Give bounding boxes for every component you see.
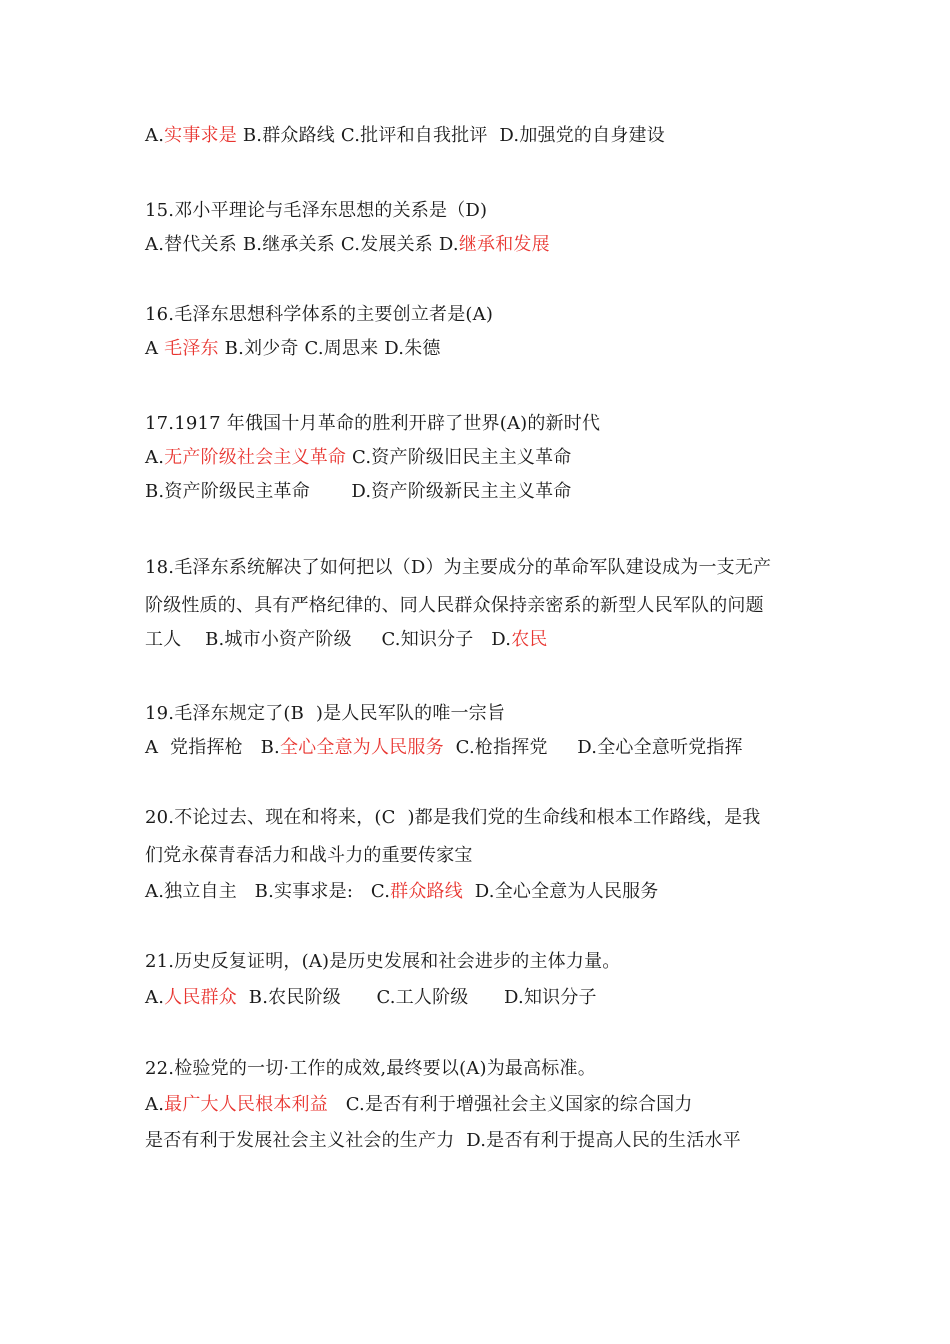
text-line [145, 594, 764, 618]
text-line [145, 556, 771, 580]
text-segment: A. [145, 1094, 165, 1115]
text-line [145, 702, 505, 726]
text-segment: A.替代关系 B.继承关系 C.发展关系 D. [145, 234, 459, 255]
text-segment: 16.毛泽东思想科学体系的主要创立者是(A) [145, 304, 494, 325]
text-line [145, 233, 550, 257]
answer-highlight: 最广大人民根本利益 [164, 1094, 328, 1115]
text-line [145, 337, 441, 361]
answer-highlight: 农民 [511, 629, 548, 650]
text-line [145, 736, 743, 760]
text-segment: 是否有利于发展社会主义社会的生产力 D.是否有利于提高人民的生活水平 [145, 1130, 741, 1151]
text-segment: 18.毛泽东系统解决了如何把以（D）为主要成分的革命军队建设成为一支无产 [145, 557, 772, 578]
text-segment: 17.1917 年俄国十月革命的胜利开辟了世界(A)的新时代 [145, 413, 601, 434]
text-segment: B.群众路线 C.批评和自我批评 D.加强党的自身建设 [236, 125, 665, 146]
text-line [145, 880, 659, 904]
text-segment: 阶级性质的、具有严格纪律的、同人民群众保持亲密系的新型人民军队的问题 [145, 595, 764, 616]
text-segment: 工人 B.城市小资产阶级 C.知识分子 D. [145, 629, 512, 650]
text-line [145, 986, 597, 1010]
text-line [145, 950, 620, 974]
text-line [145, 1093, 693, 1117]
text-segment: D.全心全意为人民服务 [462, 881, 659, 902]
text-segment: A.独立自主 B.实事求是: C. [145, 881, 391, 902]
text-segment: B.刘少奇 C.周思来 D.朱德 [218, 338, 441, 359]
text-segment: 们党永葆青春活力和战斗力的重要传家宝 [145, 845, 473, 866]
text-line [145, 303, 493, 327]
text-segment: B.农民阶级 C.工人阶级 D.知识分子 [236, 987, 597, 1008]
text-segment: 19.毛泽东规定了(B )是人民军队的唯一宗旨 [145, 703, 506, 724]
text-line [145, 1129, 741, 1153]
text-segment: C.资产阶级旧民主主义革命 [346, 447, 572, 468]
text-segment: A. [145, 987, 165, 1008]
text-segment: A. [145, 447, 165, 468]
text-line [145, 844, 473, 868]
text-line [145, 806, 760, 830]
answer-highlight: 人民群众 [164, 987, 237, 1008]
text-line [145, 446, 572, 470]
text-line [145, 1057, 596, 1081]
text-segment: 22.检验党的一切·工作的成效,最终要以(A)为最高标准。 [145, 1058, 596, 1079]
text-line [145, 628, 548, 652]
text-segment: 21.历史反复证明，(A)是历史发展和社会进步的主体力量。 [145, 951, 621, 972]
answer-highlight: 继承和发展 [458, 234, 550, 255]
text-segment: C.是否有利于增强社会主义国家的综合国力 [327, 1094, 693, 1115]
text-segment: C.枪指挥党 D.全心全意听党指挥 [443, 737, 743, 758]
answer-highlight: 全心全意为人民服务 [279, 737, 444, 758]
text-line [145, 124, 665, 148]
text-segment: 20.不论过去、现在和将来，(C )都是我们党的生命线和根本工作路线，是我 [145, 807, 761, 828]
text-line [145, 480, 572, 504]
answer-highlight: 无产阶级社会主义革命 [164, 447, 347, 468]
text-segment: A 党指挥枪 B. [145, 737, 280, 758]
text-line [145, 412, 600, 436]
answer-highlight: 群众路线 [390, 881, 463, 902]
answer-highlight: 毛泽东 [164, 338, 219, 359]
text-segment: A. [145, 125, 165, 146]
text-segment: 15.邓小平理论与毛泽东思想的关系是（D) [145, 200, 488, 221]
answer-highlight: 实事求是 [164, 125, 237, 146]
text-segment: A [145, 338, 165, 359]
text-line [145, 199, 487, 223]
text-segment: B.资产阶级民主革命 D.资产阶级新民主主义革命 [145, 481, 572, 502]
